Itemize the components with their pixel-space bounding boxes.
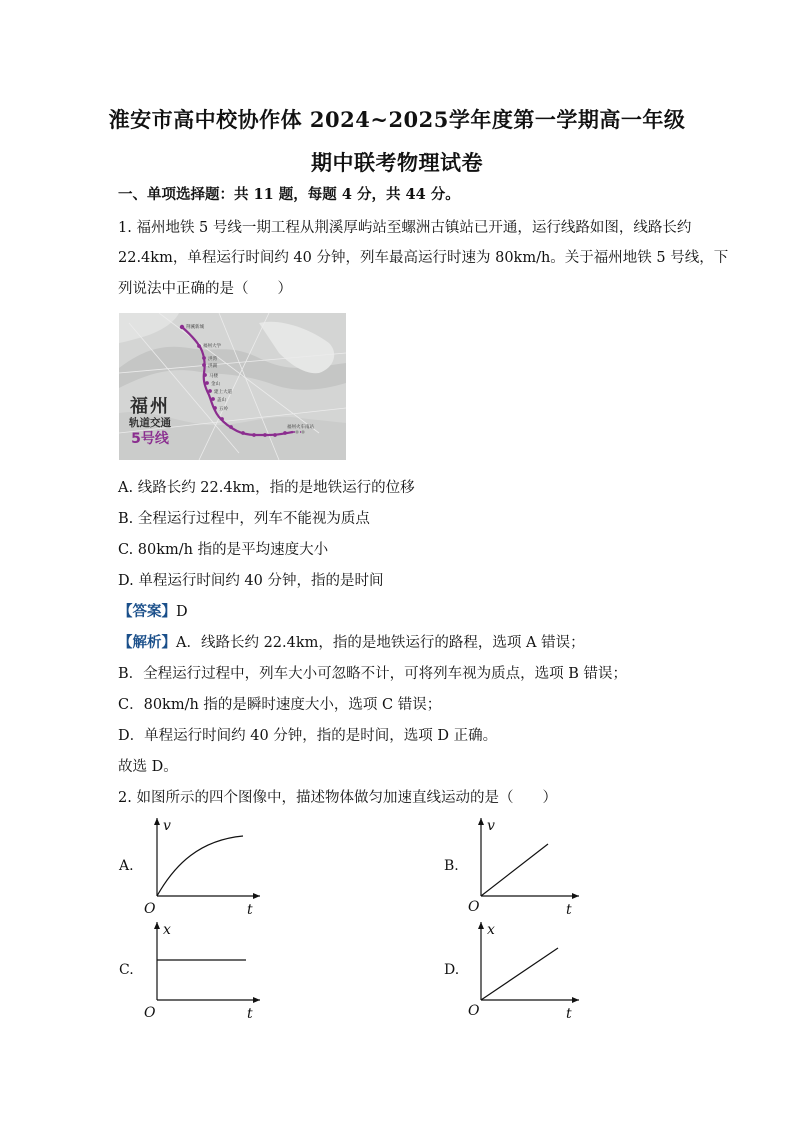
graph-c: [140, 918, 270, 1023]
graph-b-y-label: v: [487, 818, 495, 834]
q1-stem-line3: 列说法中正确的是（ ）: [118, 281, 292, 297]
graph-b: [464, 814, 594, 919]
graph-a-x-label: t: [247, 902, 253, 918]
graph-c-label: C.: [119, 962, 134, 978]
station-label: 福州火车南站: [287, 425, 314, 430]
graph-c-y-label: x: [163, 922, 171, 938]
station-label: 荆溪新城: [186, 325, 204, 330]
graph-a-label: A.: [119, 858, 134, 874]
graph-c-origin: O: [144, 1005, 156, 1021]
station-label: 洪湖: [208, 364, 217, 369]
q1-option-b: B. 全程运行过程中，列车不能视为质点: [118, 511, 370, 527]
station-label: 盖山: [217, 398, 226, 403]
station-label: 建上大道: [214, 390, 232, 395]
answer-value: D: [176, 604, 188, 620]
q1-stem-line2: 22.4km，单程运行时间约 40 分钟，列车最高运行时速为 80km/h。关于福州地铁 5 号线，下: [118, 250, 729, 266]
graph-b-origin: O: [468, 899, 480, 915]
graph-d-origin: O: [468, 1003, 480, 1019]
q1-option-c: C. 80km/h 指的是平均速度大小: [118, 542, 329, 558]
q1-analysis-line5: 故选 D。: [118, 759, 178, 775]
map-legend: [126, 397, 174, 448]
graph-b-label: B.: [444, 858, 459, 874]
station-label: 福州大学: [203, 344, 221, 349]
q1-answer: [118, 602, 188, 622]
graph-d: [464, 918, 594, 1023]
station-label: 洪湾: [208, 357, 217, 362]
q1-analysis-line3: C．80km/h 指的是瞬时速度大小，选项 C 错误；: [118, 697, 442, 713]
section-heading: 一、单项选择题：共 11 题，每题 4 分，共 44 分。: [118, 186, 460, 203]
answer-tag: 【答案】: [118, 603, 176, 620]
graph-b-x-label: t: [566, 902, 572, 918]
station-label: 马楼: [209, 374, 218, 379]
graph-d-label: D.: [444, 962, 460, 978]
station-label: 金山: [211, 382, 220, 387]
q1-stem-line1: 1. 福州地铁 5 号线一期工程从荆溪厚屿站至螺洲古镇站已开通，运行线路如图，线路长约: [118, 220, 692, 236]
q1-analysis-line2: B．全程运行过程中，列车大小可忽略不计，可将列车视为质点，选项 B 错误；: [118, 666, 628, 682]
graph-a-y-label: v: [163, 818, 171, 834]
graph-d-x-label: t: [566, 1006, 572, 1022]
map-line-name: 5号线: [131, 431, 169, 447]
map-transit: 轨道交通: [129, 417, 171, 429]
q1-option-d: D. 单程运行时间约 40 分钟，指的是时间: [118, 573, 384, 589]
graph-d-y-label: x: [487, 922, 495, 938]
q1-option-a: A. 线路长约 22.4km，指的是地铁运行的位移: [118, 480, 415, 496]
metro-line5-map: [119, 313, 346, 460]
map-city: 福州: [130, 396, 170, 417]
graph-a: [140, 814, 270, 919]
q1-analysis-line1: [118, 633, 585, 653]
graph-c-x-label: t: [247, 1006, 253, 1022]
analysis-text: A．线路长约 22.4km，指的是地铁运行的路程，选项 A 错误；: [176, 635, 585, 651]
exam-title-line1: 淮安市高中校协作体 2024~2025学年度第一学期高一年级: [108, 107, 686, 132]
analysis-tag: 【解析】: [118, 634, 176, 651]
q1-analysis-line4: D．单程运行时间约 40 分钟，指的是时间，选项 D 正确。: [118, 728, 498, 744]
exam-title-line2: 期中联考物理试卷: [311, 150, 483, 175]
q2-stem: 2. 如图所示的四个图像中，描述物体做匀加速直线运动的是（ ）: [118, 790, 557, 806]
graph-a-origin: O: [144, 901, 156, 917]
station-label: 五岭: [219, 407, 228, 412]
